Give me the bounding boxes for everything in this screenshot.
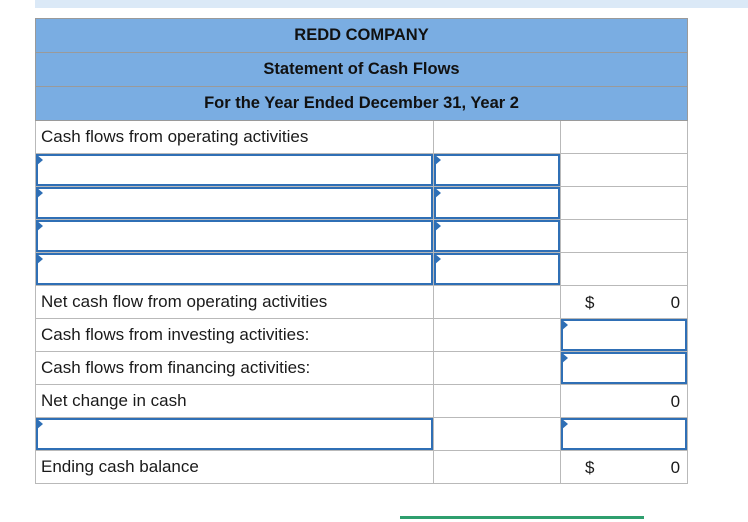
header-row-company (36, 19, 688, 53)
ending-balance-amount-cell (561, 451, 688, 484)
empty-cell (561, 253, 688, 286)
net-operating-row (36, 286, 688, 319)
operating-item-1-amount-input[interactable] (434, 154, 560, 186)
operating-input-row (36, 220, 688, 253)
empty-cell (434, 319, 561, 352)
company-name: REDD COMPANY (36, 19, 688, 53)
operating-item-3-amount-input[interactable] (434, 220, 560, 252)
net-change-amount-cell (561, 385, 688, 418)
net-operating-value: 0 (670, 293, 681, 312)
financing-amount-input[interactable] (561, 352, 687, 384)
operating-item-1-label-input[interactable] (36, 154, 433, 186)
operating-input-row (36, 154, 688, 187)
empty-cell (434, 451, 561, 484)
empty-cell (434, 286, 561, 319)
ending-balance-label: Ending cash balance (36, 451, 434, 484)
operating-heading-label: Cash flows from operating activities (36, 121, 434, 154)
ending-balance-value: 0 (670, 458, 681, 477)
bottom-accent-bar (400, 516, 644, 519)
operating-input-row (36, 253, 688, 286)
empty-cell (561, 187, 688, 220)
operating-item-4-amount-input[interactable] (434, 253, 560, 285)
empty-cell (434, 385, 561, 418)
statement-title: Statement of Cash Flows (36, 53, 688, 87)
empty-cell (561, 220, 688, 253)
cash-flow-statement-table (35, 18, 688, 484)
currency-symbol: $ (585, 458, 595, 477)
header-row-statement (36, 53, 688, 87)
operating-heading-row (36, 121, 688, 154)
financing-label: Cash flows from financing activities: (36, 352, 434, 385)
operating-item-2-amount-input[interactable] (434, 187, 560, 219)
operating-item-2-label-input[interactable] (36, 187, 433, 219)
operating-input-row (36, 187, 688, 220)
empty-cell (561, 154, 688, 187)
empty-cell (434, 121, 561, 154)
net-operating-amount-cell (561, 286, 688, 319)
beginning-balance-amount-input[interactable] (561, 418, 687, 450)
investing-amount-input[interactable] (561, 319, 687, 351)
net-change-value: 0 (670, 392, 681, 411)
investing-row (36, 319, 688, 352)
financing-row (36, 352, 688, 385)
empty-cell (561, 121, 688, 154)
net-operating-label: Net cash flow from operating activities (36, 286, 434, 319)
top-strip (35, 0, 748, 8)
empty-cell (434, 352, 561, 385)
operating-item-3-label-input[interactable] (36, 220, 433, 252)
investing-label: Cash flows from investing activities: (36, 319, 434, 352)
header-row-period (36, 87, 688, 121)
empty-cell (434, 418, 561, 451)
statement-period: For the Year Ended December 31, Year 2 (36, 87, 688, 121)
net-change-row (36, 385, 688, 418)
currency-symbol: $ (585, 293, 595, 312)
net-change-label: Net change in cash (36, 385, 434, 418)
beginning-balance-label-input[interactable] (36, 418, 433, 450)
ending-balance-row (36, 451, 688, 484)
operating-item-4-label-input[interactable] (36, 253, 433, 285)
beginning-balance-row (36, 418, 688, 451)
